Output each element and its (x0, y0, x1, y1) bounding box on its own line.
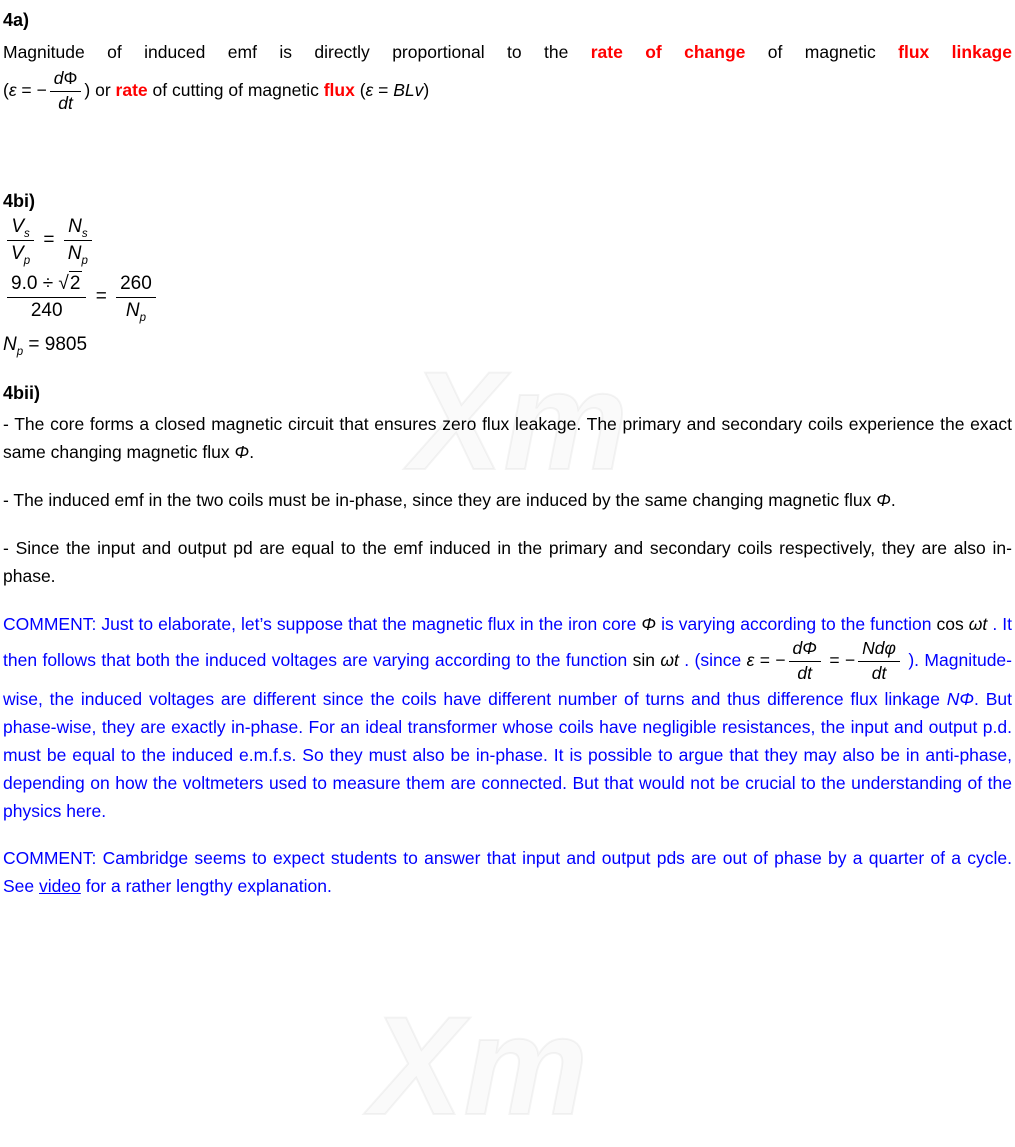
text-segment: rate (115, 80, 148, 100)
text-segment: 2 (69, 273, 81, 295)
text-segment: p (139, 311, 146, 324)
text-segment: N (68, 215, 82, 237)
text-segment: of cutting of magnetic (147, 80, 324, 100)
video-link[interactable]: video (39, 876, 81, 897)
formula-emf (3, 68, 1012, 115)
text-segment: N (67, 242, 82, 264)
text-segment: Φ (234, 442, 250, 463)
text-segment: d (792, 638, 803, 659)
text-segment: BLv (393, 80, 424, 100)
comment-cambridge (3, 844, 1012, 900)
fraction (7, 271, 86, 323)
text-segment: 240 (30, 300, 63, 321)
fraction (858, 638, 900, 685)
text-segment: - The induced emf in the two coils must be in-phase, since they are induced by the same changing magnetic flux (3, 490, 877, 511)
paragraph-4a (3, 38, 1012, 66)
watermark: Xm (410, 342, 628, 499)
heading-4bii: 4bii) (3, 383, 41, 404)
text-segment: d (53, 68, 64, 88)
comment-elaboration (3, 610, 1012, 825)
text-segment: flux linkage (898, 42, 1012, 62)
text-segment: dt (871, 663, 887, 684)
text-segment: COMMENT: Cambridge seems to expect students to answer that input and output pds are out of phase by a quarter of a cycle. See (3, 848, 1012, 897)
text-segment: cos (936, 614, 969, 635)
text-segment: N (3, 333, 17, 355)
text-segment: sin (632, 650, 661, 671)
text-segment: . (249, 442, 255, 463)
text-segment: ( (354, 80, 366, 100)
text-segment: dt (58, 92, 73, 113)
text-segment: Φ (63, 68, 78, 88)
watermark: Xm (370, 987, 588, 1144)
equation-turns-ratio (3, 215, 1012, 266)
text-segment: is varying according to the function (656, 614, 937, 635)
text-segment: p (23, 254, 31, 267)
square-root (58, 273, 82, 294)
paragraph-core-circuit (3, 410, 1012, 466)
text-segment: p (81, 254, 88, 267)
text-segment: Nd (862, 638, 885, 659)
text-segment: Φ (802, 638, 817, 659)
text-segment: dt (797, 663, 813, 684)
text-segment: s (24, 227, 30, 240)
fraction (789, 638, 821, 685)
text-segment: V (11, 215, 25, 237)
text-segment: . (since (678, 650, 747, 671)
document-content (3, 8, 1012, 900)
text-segment: . But phase-wise, they are exactly in-phase. For an ideal transformer whose coils have negligible resistances, the input and output p.d. must be equal to the induced e.m.f.s. So they must also be in-phase. It is possible to argue that they may also be in anti-phase, depending on how the voltmeters used to measure them are connected. But that would not be crucial to the understanding of the physics here. (3, 689, 1012, 822)
equation-np-result (3, 333, 1012, 358)
text-segment: ε (365, 80, 374, 100)
text-segment: = − (16, 80, 47, 100)
text-segment: N (125, 299, 140, 321)
text-segment: ) or (84, 80, 116, 100)
fraction (50, 68, 82, 115)
heading-4a: 4a) (3, 10, 30, 30)
text-segment: 260 (120, 272, 152, 294)
heading-4bi: 4bi) (3, 190, 36, 211)
fraction (64, 215, 92, 266)
text-segment: ωt (660, 650, 679, 671)
text-segment: . (890, 490, 896, 511)
paragraph-input-output-pd (3, 534, 1012, 590)
text-segment: ). Magnitude-wise, the induced voltages are different since the coils have different number of turns and thus difference flux linkage (3, 650, 1012, 710)
text-segment: ωt (968, 614, 988, 635)
text-segment: Φ (876, 490, 891, 511)
text-segment: V (11, 242, 24, 264)
text-segment: s (81, 227, 88, 240)
text-segment: ( (3, 80, 9, 100)
fraction (7, 215, 34, 266)
text-segment: ) (423, 80, 430, 100)
text-segment: NΦ (946, 689, 975, 710)
paragraph-induced-emf (3, 486, 1012, 514)
text-segment: COMMENT: Just to elaborate, let’s suppose that the magnetic flux in the iron core (3, 614, 642, 635)
text-segment: = 9805 (23, 333, 88, 355)
text-segment: ε (8, 80, 17, 100)
text-segment: = (373, 80, 394, 100)
text-segment: flux (323, 80, 355, 100)
radical-sign: √ (58, 273, 69, 295)
text-segment: = (90, 286, 113, 308)
text-segment: of magnetic (745, 42, 899, 62)
text-segment: - Since the input and output pd are equal to the emf induced in the primary and secondary coils respectively, they are also in-phase. (3, 538, 1012, 587)
fraction (116, 272, 156, 323)
text-segment: = (38, 229, 60, 251)
text-segment: - The core forms a closed magnetic circuit that ensures zero flux leakage. The primary and secondary coils experience the exact same changing magnetic flux (3, 414, 1012, 463)
text-segment: = − (754, 650, 786, 671)
text-segment: rate of change (590, 42, 746, 62)
text-segment: Magnitude of induced emf is directly proportional to the (3, 42, 591, 62)
text-segment: 9.0 ÷ (11, 273, 59, 295)
equation-substituted-values (3, 271, 1012, 323)
text-segment: . It then follows that both the induced voltages are varying according to the function (3, 614, 1012, 671)
text-segment: φ (884, 638, 896, 659)
text-segment: = − (823, 650, 856, 671)
text-segment: ε (746, 650, 755, 671)
text-segment: Φ (641, 614, 657, 635)
text-segment: for a rather lengthy explanation. (80, 876, 332, 897)
text-segment: p (16, 345, 24, 358)
